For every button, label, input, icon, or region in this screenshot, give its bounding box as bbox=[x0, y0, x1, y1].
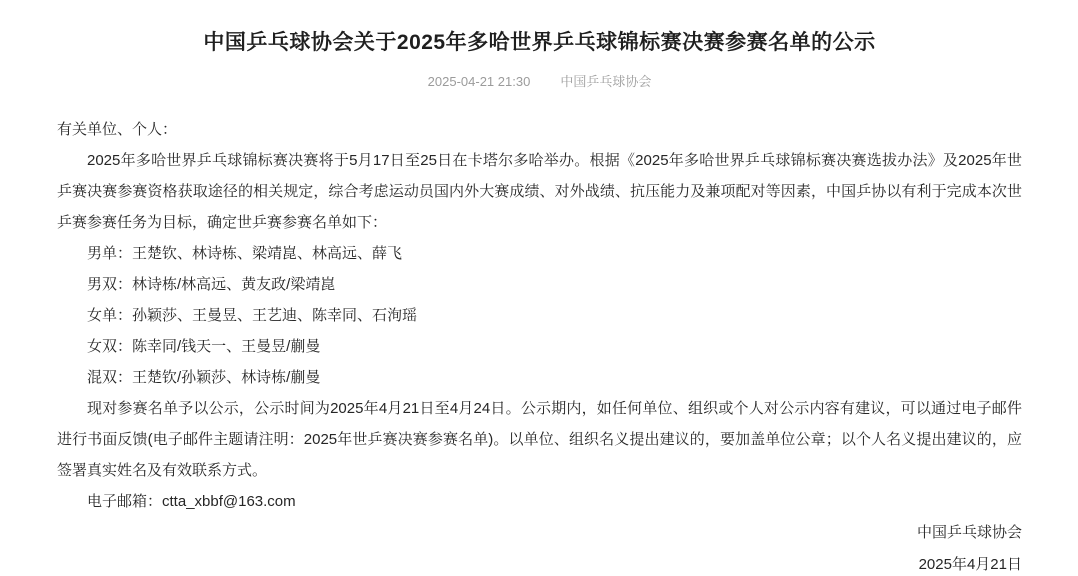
article-body bbox=[57, 114, 1022, 517]
roster-line-mens-doubles bbox=[57, 269, 1022, 300]
roster-line-womens-singles bbox=[57, 300, 1022, 331]
roster-names: 王楚钦/孙颖莎、林诗栋/蒯曼 bbox=[132, 369, 321, 386]
signature-date: 2025年4月21日 bbox=[918, 556, 1022, 573]
roster-line-mixed-doubles bbox=[57, 362, 1022, 393]
paragraph-intro: 2025年多哈世界乒乓球锦标赛决赛将于5月17日至25日在卡塔尔多哈举办。根据《2025年多哈世界乒乓球锦标赛决赛选拔办法》及2025年世乒赛决赛参赛资格获取途径的相关规定，综合考虑运动员国内外大赛成绩、对外战绩、抗压能力及兼项配对等因素，中国乒协以有利于完成本次世乒赛参赛任务为目标，确定世乒赛参赛名单如下： bbox=[57, 152, 1022, 231]
publish-source: 中国乒乓球协会 bbox=[560, 74, 652, 89]
salutation: 有关单位、个人： bbox=[57, 121, 178, 138]
roster-label: 男双： bbox=[87, 276, 133, 293]
email-address: ctta_xbbf@163.com bbox=[162, 493, 296, 510]
roster-names: 陈幸同/钱天一、王曼昱/蒯曼 bbox=[132, 338, 321, 355]
roster-label: 男单： bbox=[87, 245, 133, 262]
signature-block bbox=[57, 517, 1022, 576]
roster-names: 王楚钦、林诗栋、梁靖崑、林高远、薛飞 bbox=[132, 245, 403, 262]
paragraph-notice: 现对参赛名单予以公示，公示时间为2025年4月21日至4月24日。公示期内，如任何单位、组织或个人对公示内容有建议，可以通过电子邮件进行书面反馈(电子邮件主题请注明：2025年世乒赛决赛参赛名单)。以单位、组织名义提出建议的，要加盖单位公章；以个人名义提出建议的，应签署真实姓名及有效联系方式。 bbox=[57, 400, 1022, 479]
roster-names: 林诗栋/林高远、黄友政/梁靖崑 bbox=[132, 276, 336, 293]
email-line bbox=[57, 486, 1022, 517]
page-title: 中国乒乓球协会关于2025年多哈世界乒乓球锦标赛决赛参赛名单的公示 bbox=[203, 31, 876, 54]
publish-date: 2025-04-21 21:30 bbox=[427, 74, 531, 89]
article-meta bbox=[57, 73, 1022, 91]
roster-label: 混双： bbox=[87, 369, 133, 386]
roster-names: 孙颖莎、王曼昱、王艺迪、陈幸同、石洵瑶 bbox=[132, 307, 418, 324]
signature-org: 中国乒乓球协会 bbox=[916, 524, 1022, 541]
roster-line-mens-singles bbox=[57, 238, 1022, 269]
roster-label: 女双： bbox=[87, 338, 133, 355]
email-label: 电子邮箱： bbox=[87, 493, 163, 510]
roster-label: 女单： bbox=[87, 307, 133, 324]
roster-line-womens-doubles bbox=[57, 331, 1022, 362]
